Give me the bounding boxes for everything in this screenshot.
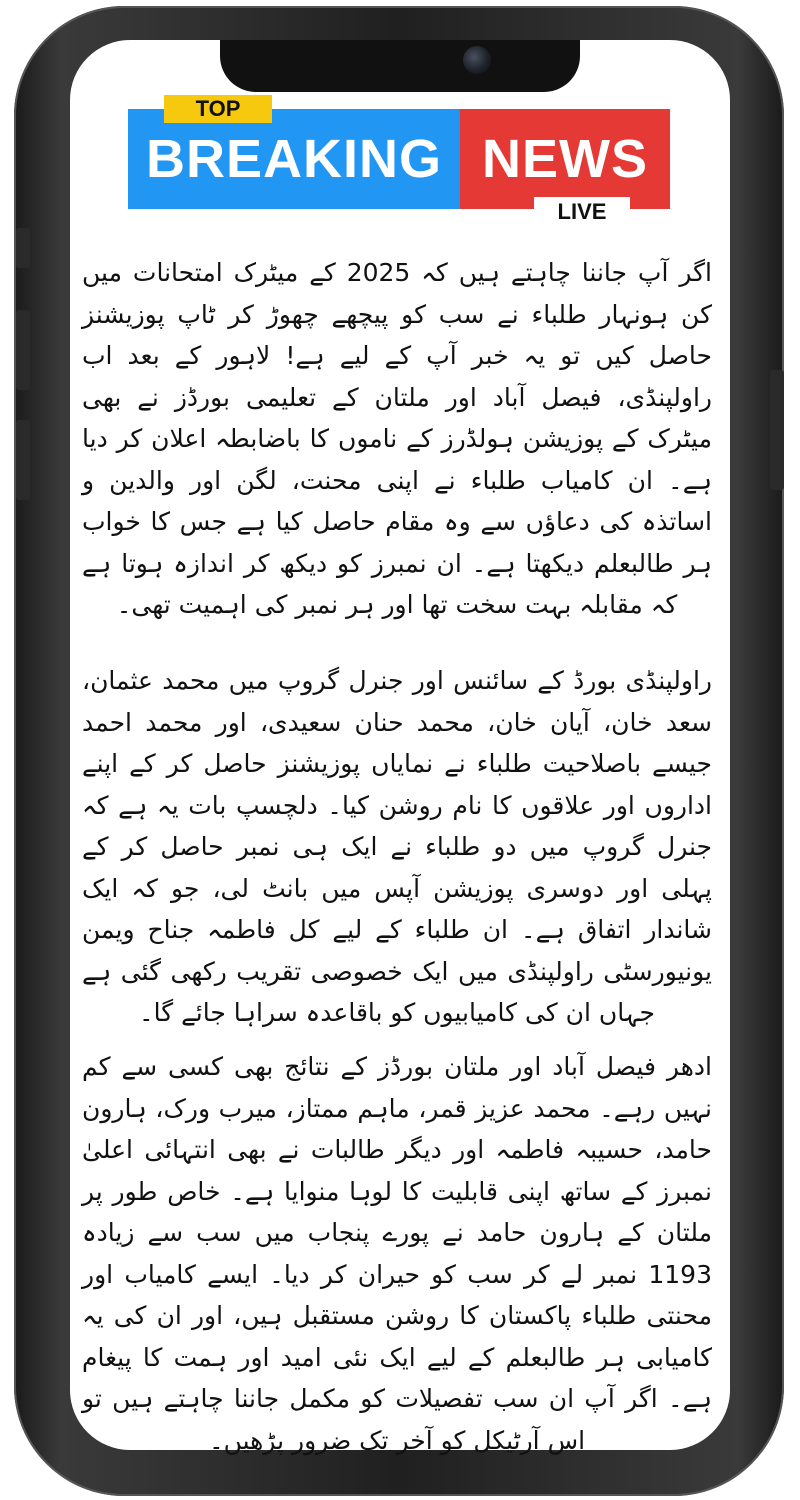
top-label: TOP xyxy=(164,95,272,123)
front-camera-icon xyxy=(463,46,491,74)
news-label-block xyxy=(460,109,670,209)
breaking-label-block xyxy=(128,109,460,209)
phone-power-button xyxy=(770,370,784,490)
breaking-label: BREAKING xyxy=(145,129,442,189)
phone-volume-down-button xyxy=(16,420,30,500)
phone-mute-switch xyxy=(16,228,30,268)
article-paragraph-1: اگر آپ جاننا چاہتے ہیں کہ 2025 کے میٹرک امتحانات میں کن ہونہار طلباء نے سب کو پیچھے چھوڑ کر ٹاپ پوزیشنز حاصل کیں تو یہ خبر آپ کے لیے ہے! لاہور کے بعد اب راولپنڈی، فیصل آباد اور ملتان کے تعلیمی بورڈز نے بھی میٹرک کے پوزیشن ہولڈرز کے ناموں کا باضابطہ اعلان کر دیا ہے۔ ان کامیاب طلباء نے اپنی محنت، لگن اور والدین و اساتذہ کی دعاؤں سے وہ مقام حاصل کیا ہے جس کا خواب ہر طالبعلم دیکھتا ہے۔ ان نمبرز کو دیکھ کر اندازہ ہوتا ہے کہ مقابلہ بہت سخت تھا اور ہر نمبر کی اہمیت تھی۔ xyxy=(82,258,712,619)
breaking-news-banner xyxy=(128,95,670,230)
phone-notch xyxy=(220,40,580,92)
live-label: LIVE xyxy=(534,197,630,227)
article-paragraph-2: راولپنڈی بورڈ کے سائنس اور جنرل گروپ میں محمد عثمان، سعد خان، آیان خان، محمد حنان سعیدی، اور محمد احمد جیسے باصلاحیت طلباء نے نمایاں پوزیشنز حاصل کر کے اپنے اداروں اور علاقوں کا نام روشن کیا۔ دلچسپ بات یہ ہے کہ جنرل گروپ میں دو طلباء نے ایک ہی نمبر حاصل کر کے پہلی اور دوسری پوزیشن آپس میں بانٹ لی، جو کہ ایک شاندار اتفاق ہے۔ ان طلباء کے لیے کل فاطمہ جناح ویمن یونیورسٹی راولپنڈی میں ایک خصوصی تقریب رکھی گئی ہے جہاں ان کی کامیابیوں کو باقاعدہ سراہا جائے گا۔ xyxy=(82,666,712,1027)
article-paragraph-3: ادھر فیصل آباد اور ملتان بورڈز کے نتائج بھی کسی سے کم نہیں رہے۔ محمد عزیز قمر، ماہم ممتاز، میرب ورک، ہارون حامد، حسیبہ فاطمہ اور دیگر طالبات نے بھی انتہائی اعلیٰ نمبرز کے ساتھ اپنی قابلیت کا لوہا منوایا ہے۔ خاص طور پر ملتان کے ہارون حامد نے پورے پنجاب میں سب سے زیادہ 1193 نمبر لے کر سب کو حیران کر دیا۔ ایسے کامیاب اور محنتی طلباء پاکستان کا روشن مستقبل ہیں، اور ان کی یہ کامیابی ہر طالبعلم کے لیے ایک نئی امید اور ہمت کا پیغام ہے۔ اگر آپ ان سب تفصیلات کو مکمل جاننا چاہتے ہیں تو اس آرٹیکل کو آخر تک ضرور پڑھیں۔ xyxy=(82,1052,712,1455)
article-body xyxy=(82,252,712,1455)
news-label: NEWS xyxy=(482,129,648,189)
phone-volume-up-button xyxy=(16,310,30,390)
